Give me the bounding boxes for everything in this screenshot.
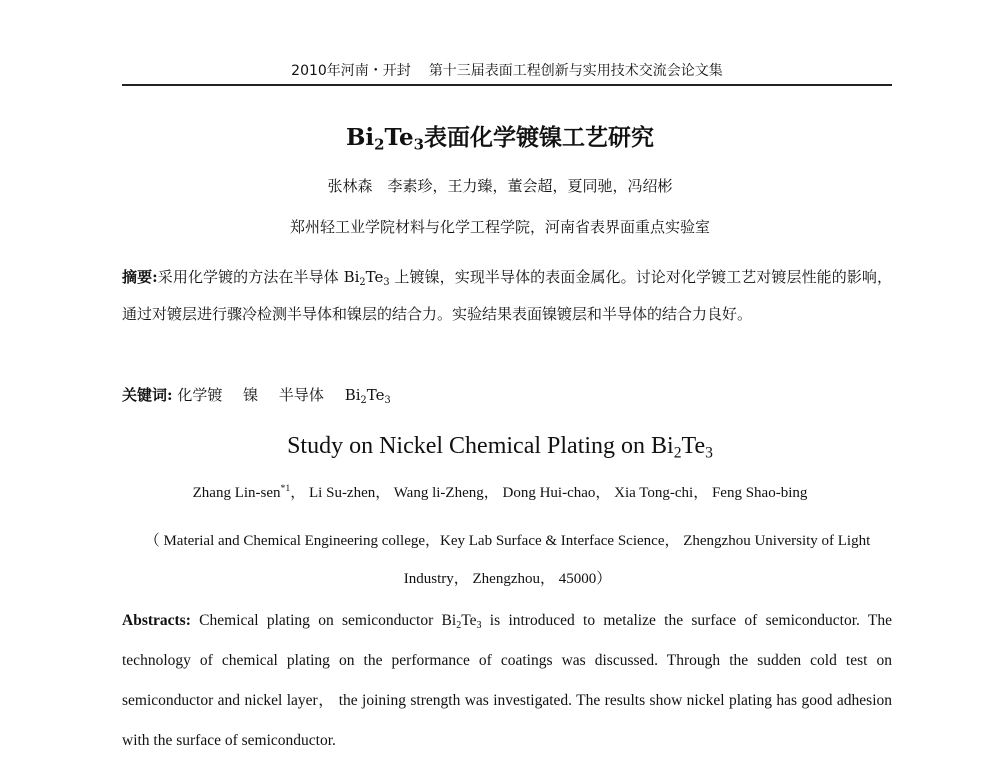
chinese-keywords bbox=[122, 382, 892, 408]
english-title bbox=[0, 428, 1000, 464]
title-formula-sub: 2 bbox=[374, 135, 385, 154]
running-header bbox=[122, 58, 892, 86]
abstract-label: Abstracts: bbox=[122, 612, 191, 629]
chinese-affiliation: 郑州轻工业学院材料与化学工程学院，河南省表界面重点实验室 bbox=[289, 218, 710, 236]
first-author: Zhang Lin-sen bbox=[192, 485, 281, 501]
formula-te: Te bbox=[365, 268, 384, 286]
formula-sub: 2 bbox=[456, 620, 462, 632]
conference-name: 第十三届表面工程创新与实用技术交流会论文集 bbox=[428, 63, 723, 79]
chinese-title bbox=[0, 122, 1000, 154]
formula-sub: 3 bbox=[384, 394, 391, 406]
conference-location: 2010年河南・开封 bbox=[291, 63, 411, 79]
abstract-text: is introduced to metalize the surface of semiconductor. The technology of chemical plating on the performance of coatings was discussed. Through the sudden cold test on semiconductor and nickel layer， the joining strength was investigated. The results show nickel plating has good adhesion with the surface of semiconductor. bbox=[122, 612, 893, 749]
title-text: 表面化学镀镍工艺研究 bbox=[424, 124, 655, 151]
abstract-text: 采用化学镀的方法在半导体 Bi bbox=[157, 268, 360, 286]
title-formula-te: Te bbox=[384, 124, 414, 151]
keyword: 半导体 bbox=[278, 386, 324, 404]
keyword: 镍 bbox=[243, 386, 259, 404]
other-authors: ， Li Su-zhen， Wang li-Zheng， Dong Hui-chao， Xia Tong-chi， Feng Shao-bing bbox=[290, 485, 808, 501]
formula-te: Te bbox=[366, 386, 385, 404]
title-formula-te: Te bbox=[681, 433, 706, 459]
chinese-abstract bbox=[122, 259, 892, 333]
formula-sub: 3 bbox=[476, 620, 482, 632]
english-abstract bbox=[122, 601, 892, 761]
title-text: Study on Nickel Chemical Plating on Bi bbox=[287, 433, 674, 459]
abstract-label: 摘要: bbox=[122, 268, 158, 286]
corresponding-mark: *1 bbox=[280, 483, 291, 495]
formula-te: Te bbox=[461, 612, 477, 629]
formula-sub: 2 bbox=[360, 394, 367, 406]
formula-sub: 2 bbox=[359, 276, 366, 288]
title-formula-sub: 3 bbox=[413, 135, 425, 154]
abstract-text: 上镀镍，实现半导体的表面金属化。讨论对化学镀工艺对镀层性能的影响，通过对镀层进行骤冷检测半导体和镍层的结合力。实验结果表面镍镀层和半导体的结合力良好。 bbox=[122, 268, 892, 323]
title-formula-sub: 3 bbox=[705, 444, 713, 462]
keyword: 化学镀 bbox=[177, 386, 223, 404]
english-authors bbox=[0, 480, 1000, 506]
title-formula-sub: 2 bbox=[673, 444, 682, 462]
keywords-label: 关键词: bbox=[122, 386, 173, 404]
formula-bi: Bi bbox=[344, 386, 361, 404]
formula-sub: 3 bbox=[383, 276, 390, 288]
title-formula-bi: Bi bbox=[345, 124, 375, 151]
keyword-formula bbox=[345, 386, 391, 404]
english-affiliation: （ Material and Chemical Engineering college，Key Lab Surface & Interface Science， Zhengzhou University of Light Industry， Zhengzhou， 45000） bbox=[144, 533, 871, 587]
abstract-text: Chemical plating on semiconductor Bi bbox=[190, 612, 457, 629]
chinese-authors: 张林森 李素珍，王力臻，董会超，夏同驰，冯绍彬 bbox=[327, 177, 673, 195]
